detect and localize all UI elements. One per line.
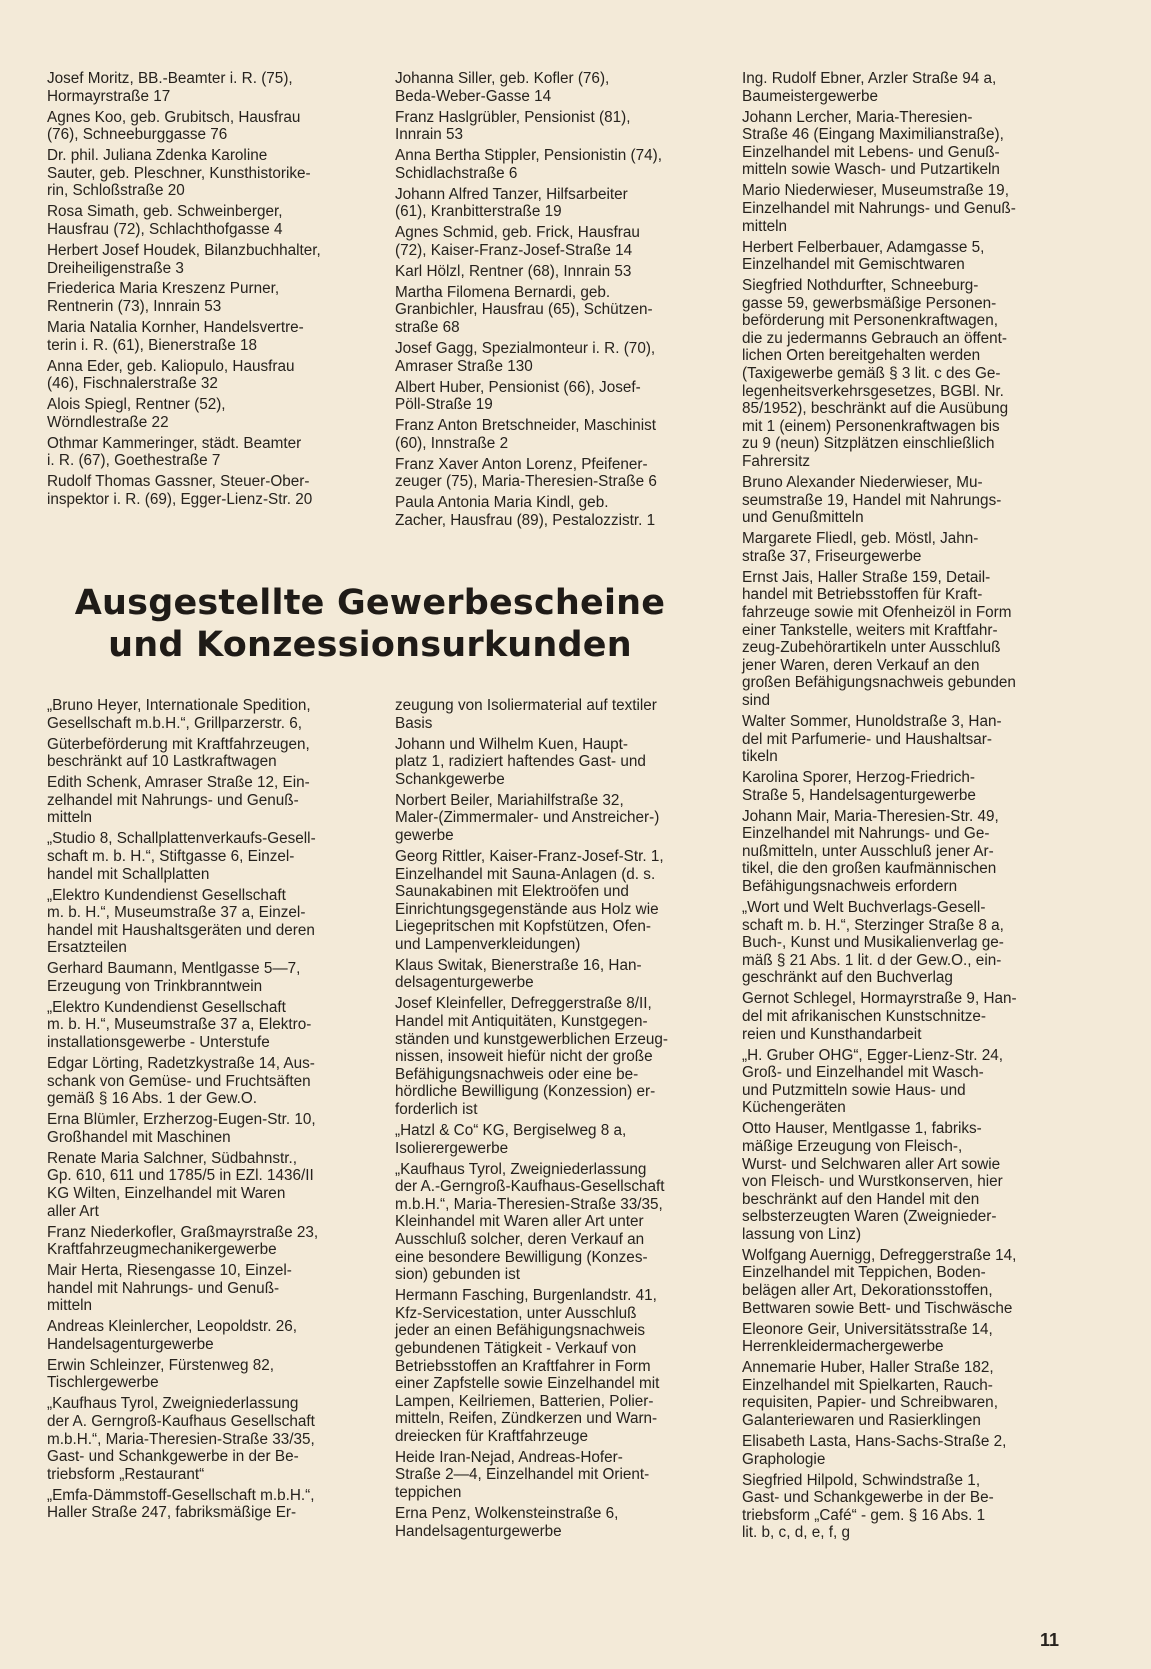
entry: Franz Niederkofler, Graßmayrstraße 23, Kraftfahrzeugmechanikergewerbe bbox=[47, 1223, 319, 1259]
entry: „Studio 8, Schallplattenverkaufs-Gesell- schaft m. b. H.“, Stiftgasse 6, Einzel- handel mit Schallplatten bbox=[47, 830, 316, 883]
entry: Martha Filomena Bernardi, geb. Granbichler, Hausfrau (65), Schützen- straße 68 bbox=[395, 283, 653, 337]
entry: Ing. Rudolf Ebner, Arzler Straße 94 a, Baumeistergewerbe bbox=[742, 70, 997, 105]
entry: „Elektro Kundendienst Gesellschaft m. b. H.“, Museumstraße 37 a, Elektro- installationsgewerbe - Unterstufe bbox=[47, 998, 312, 1052]
obituary-column-middle bbox=[395, 70, 717, 533]
entry: Herbert Josef Houdek, Bilanzbuchhalter, Dreiheiligenstraße 3 bbox=[47, 241, 321, 277]
entry: Franz Haslgrübler, Pensionist (81), Innrain 53 bbox=[395, 108, 631, 144]
entry: Gernot Schlegel, Hormayrstraße 9, Han- del mit afrikanischen Kunstschnitze- reien und Kunsthandarbeit bbox=[742, 990, 1017, 1043]
entry: Anna Bertha Stippler, Pensionistin (74), Schidlachstraße 6 bbox=[395, 147, 663, 182]
entry: Agnes Schmid, geb. Frick, Hausfrau (72), Kaiser-Franz-Josef-Straße 14 bbox=[395, 224, 640, 259]
entry: Johann Mair, Maria-Theresien-Str. 49, Einzelhandel mit Nahrungs- und Ge- nußmitteln, unter Ausschluß jener Ar- tikel, die den großen kaufmännischen Befähigungsnachweis erfordern bbox=[742, 807, 999, 896]
entry: Elisabeth Lasta, Hans-Sachs-Straße 2, Graphologie bbox=[742, 1432, 1007, 1468]
entry: Margarete Fliedl, geb. Möstl, Jahn- straße 37, Friseurgewerbe bbox=[742, 530, 979, 565]
entry: „Elektro Kundendienst Gesellschaft m. b. H.“, Museumstraße 37 a, Einzel- handel mit Haushaltsgeräten und deren Ersatzteilen bbox=[47, 886, 315, 957]
entry: Anna Eder, geb. Kaliopulo, Hausfrau (46), Fischnalerstraße 32 bbox=[47, 357, 295, 393]
entry: Josef Kleinfeller, Defreggerstraße 8/II, Handel mit Antiquitäten, Kunstgegen- ständen und kunstgewerblichen Erzeug- nissen, insoweit hiefür nicht der große Befähigungsnachweis oder eine be- hördliche Bewilligung (Konzession) er- forderlich ist bbox=[395, 995, 668, 1119]
entry: „Emfa-Dämmstoff-Gesellschaft m.b.H.“, Haller Straße 247, fabriksmäßige Er- bbox=[47, 1486, 315, 1522]
section-heading bbox=[60, 582, 680, 666]
entry: Erwin Schleinzer, Fürstenweg 82, Tischlergewerbe bbox=[47, 1356, 275, 1392]
licenses-column-right bbox=[742, 70, 1067, 1545]
entry: Mario Niederwieser, Museumstraße 19, Einzelhandel mit Nahrungs- und Genuß- mitteln bbox=[742, 182, 1016, 235]
entry: Agnes Koo, geb. Grubitsch, Hausfrau (76), Schneeburggasse 76 bbox=[47, 108, 301, 144]
entry: Karolina Sporer, Herzog-Friedrich- Straße 5, Handelsagenturgewerbe bbox=[742, 769, 976, 804]
entry: Erna Blümler, Erzherzog-Eugen-Str. 10, Großhandel mit Maschinen bbox=[47, 1111, 316, 1146]
entry: Othmar Kammeringer, städt. Beamter i. R. (67), Goethestraße 7 bbox=[47, 434, 302, 470]
entry: Franz Xaver Anton Lorenz, Pfeifener- zeuger (75), Maria-Theresien-Straße 6 bbox=[395, 455, 657, 491]
entry: Renate Maria Salchner, Südbahnstr., Gp. 610, 611 und 1785/5 in EZl. 1436/II KG Wilten, Einzelhandel mit Waren aller Art bbox=[47, 1149, 314, 1220]
entry: Karl Hölzl, Rentner (68), Innrain 53 bbox=[395, 262, 632, 280]
entry: Klaus Switak, Bienerstraße 16, Han- delsagenturgewerbe bbox=[395, 956, 642, 992]
entry: „Hatzl & Co“ KG, Bergiselweg 8 a, Isolierergewerbe bbox=[395, 1122, 627, 1157]
entry: Alois Spiegl, Rentner (52), Wörndlestraße 22 bbox=[47, 396, 226, 431]
entry: Herbert Felberbauer, Adamgasse 5, Einzelhandel mit Gemischtwaren bbox=[742, 238, 985, 274]
entry: Johann Lercher, Maria-Theresien- Straße 46 (Eingang Maximilianstraße), Einzelhandel mit Lebens- und Genuß- mitteln sowie Wasch- und Putzartikeln bbox=[742, 108, 1004, 179]
entry: Güterbeförderung mit Kraftfahrzeugen, beschränkt auf 10 Lastkraftwagen bbox=[47, 735, 310, 771]
entry: Siegfried Hilpold, Schwindstraße 1, Gast- und Schankgewerbe in der Be- triebsform „Café“ - gem. § 16 Abs. 1 lit. b, c, d, e, f, g bbox=[742, 1471, 994, 1542]
entry: Maria Natalia Kornher, Handelsvertre- terin i. R. (61), Bienerstraße 18 bbox=[47, 319, 304, 354]
entry: Johann Alfred Tanzer, Hilfsarbeiter (61), Kranbitterstraße 19 bbox=[395, 185, 628, 221]
entry: Friederica Maria Kreszenz Purner, Rentnerin (73), Innrain 53 bbox=[47, 280, 280, 316]
entry: Dr. phil. Juliana Zdenka Karoline Sauter, geb. Pleschner, Kunsthistorike- rin, Schloßstraße 20 bbox=[47, 147, 311, 200]
entry: Erna Penz, Wolkensteinstraße 6, Handelsagenturgewerbe bbox=[395, 1505, 619, 1540]
entry: Paula Antonia Maria Kindl, geb. Zacher, Hausfrau (89), Pestalozzistr. 1 bbox=[395, 494, 656, 529]
page-number: 11 bbox=[1040, 1630, 1060, 1650]
entry: Johanna Siller, geb. Kofler (76), Beda-Weber-Gasse 14 bbox=[395, 70, 610, 105]
entry: Eleonore Geir, Universitätsstraße 14, Herrenkleidermachergewerbe bbox=[742, 1320, 993, 1356]
entry: Heide Iran-Nejad, Andreas-Hofer- Straße 2—4, Einzelhandel mit Orient- teppichen bbox=[395, 1448, 650, 1502]
entry: Albert Huber, Pensionist (66), Josef- Pöll-Straße 19 bbox=[395, 378, 641, 414]
entry: Norbert Beiler, Mariahilfstraße 32, Maler-(Zimmermaler- und Anstreicher-) gewerbe bbox=[395, 791, 660, 844]
entry: „Bruno Heyer, Internationale Spedition, Gesellschaft m.b.H.“, Grillparzerstr. 6, bbox=[47, 697, 311, 732]
entry: „H. Gruber OHG“, Egger-Lienz-Str. 24, Groß- und Einzelhandel mit Wasch- und Putzmitteln sowie Haus- und Küchengeräten bbox=[742, 1046, 1003, 1117]
obituary-column-left bbox=[47, 70, 365, 512]
entry: Gerhard Baumann, Mentlgasse 5—7, Erzeugung von Trinkbranntwein bbox=[47, 960, 301, 995]
entry: Annemarie Huber, Haller Straße 182, Einzelhandel mit Spielkarten, Rauch- requisiten, Papier- und Schreibwaren, Galanteriewaren und Rasierklingen bbox=[742, 1359, 998, 1429]
entry: Georg Rittler, Kaiser-Franz-Josef-Str. 1, Einzelhandel mit Sauna-Anlagen (d. s. Saunakabinen mit Elektroöfen und Einrichtungsgegenstände aus Holz wie Liegepritschen mit Kopfstützen, Ofen- und Lampenverkleidungen) bbox=[395, 847, 664, 953]
entry: Ernst Jais, Haller Straße 159, Detail- handel mit Betriebsstoffen für Kraft- fahrzeuge sowie mit Ofenheizöl in Form einer Tankstelle, weiters mit Kraftfahr- zeug-Zubehörartikeln unter Ausschluß jener Waren, deren Verkauf an den großen Befähigungsnachweis gebunden sind bbox=[742, 568, 1016, 709]
section-heading-line2: und Konzessionsurkunden bbox=[108, 625, 632, 665]
entry: „Kaufhaus Tyrol, Zweigniederlassung der A. Gerngroß-Kaufhaus Gesellschaft m.b.H.“, Maria-Theresien-Straße 33/35, Gast- und Schankgewerbe in der Be- triebsform „Restaurant“ bbox=[47, 1395, 315, 1483]
entry: Edith Schenk, Amraser Straße 12, Ein- zelhandel mit Nahrungs- und Genuß- mitteln bbox=[47, 774, 310, 827]
entry: Andreas Kleinlercher, Leopoldstr. 26, Handelsagenturgewerbe bbox=[47, 1318, 298, 1353]
entry: „Kaufhaus Tyrol, Zweigniederlassung der A.-Gerngroß-Kaufhaus-Gesellschaft m.b.H.“, Maria-Theresien-Straße 33/35, Kleinhandel mit Waren aller Art unter Ausschluß solcher, deren Verkauf an eine besondere Bewilligung (Konzes- sion) gebunden ist bbox=[395, 1160, 665, 1284]
entry: Mair Herta, Riesengasse 10, Einzel- handel mit Nahrungs- und Genuß- mitteln bbox=[47, 1262, 292, 1315]
entry: Rudolf Thomas Gassner, Steuer-Ober- inspektor i. R. (69), Egger-Lienz-Str. 20 bbox=[47, 473, 313, 508]
licenses-column-left bbox=[47, 697, 365, 1525]
entry: Walter Sommer, Hunoldstraße 3, Han- del mit Parfumerie- und Haushaltsar- tikeln bbox=[742, 712, 1002, 766]
entry: Josef Gagg, Spezialmonteur i. R. (70), Amraser Straße 130 bbox=[395, 340, 656, 375]
entry: Franz Anton Bretschneider, Maschinist (60), Innstraße 2 bbox=[395, 417, 657, 452]
entry: Josef Moritz, BB.-Beamter i. R. (75), Hormayrstraße 17 bbox=[47, 70, 293, 105]
entry: Siegfried Nothdurfter, Schneeburg- gasse 59, gewerbsmäßige Personen- beförderung mit Personenkraftwagen, die zu jedermanns Gebrauch an öffent- lichen Orten bereitgehalten werden (Taxigewerbe gemäß § 3 lit. c des Ge- legenheitsverkehrsgesetzes, BGBl. Nr. 85/1952), beschränkt auf die Ausübung mit 1 (einem) Personenkraftwagen bis zu 9 (neun) Sitzplätzen einschließlich Fahrersitz bbox=[742, 277, 1009, 471]
entry: Wolfgang Auernigg, Defreggerstraße 14, Einzelhandel mit Teppichen, Boden- belägen aller Art, Dekorationsstoffen, Bettwaren sowie Bett- und Tischwäsche bbox=[742, 1246, 1017, 1317]
licenses-column-middle bbox=[395, 697, 717, 1544]
entry: „Wort und Welt Buchverlags-Gesell- schaft m. b. H.“, Sterzinger Straße 8 a, Buch-, Kunst und Musikalienverlag ge- mäß § 21 Abs. 1 lit. d der Gew.O., ein- geschränkt auf den Buchverlag bbox=[742, 899, 1004, 987]
entry: zeugung von Isoliermaterial auf textiler Basis bbox=[395, 697, 657, 732]
entry: Edgar Lörting, Radetzkystraße 14, Aus- schank von Gemüse- und Fruchtsäften gemäß § 16 Abs. 1 der Gew.O. bbox=[47, 1055, 315, 1108]
entry: Otto Hauser, Mentlgasse 1, fabriks- mäßige Erzeugung von Fleisch-, Wurst- und Selchwaren aller Art sowie von Fleisch- und Wurstkonserven, hier beschränkt auf den Handel mit den selbsterzeugten Waren (Zweignieder- lassung von Linz) bbox=[742, 1120, 1003, 1243]
section-heading-line1: Ausgestellte Gewerbescheine bbox=[74, 583, 666, 623]
entry: Hermann Fasching, Burgenlandstr. 41, Kfz-Servicestation, unter Ausschluß jeder an einen Befähigungsnachweis gebundenen Tätigkeit - Verkauf von Betriebsstoffen an Kraftfahrer in Form einer Zapfstelle sowie Einzelhandel mit Lampen, Keilriemen, Batterien, Polier- mitteln, Reifen, Zündkerzen und Warn- dreiecken für Kraftfahrzeuge bbox=[395, 1287, 660, 1445]
entry: Bruno Alexander Niederwieser, Mu- seumstraße 19, Handel mit Nahrungs- und Genußmitteln bbox=[742, 474, 1002, 527]
entry: Johann und Wilhelm Kuen, Haupt- platz 1, radiziert haftendes Gast- und Schankgewerbe bbox=[395, 735, 646, 788]
entry: Rosa Simath, geb. Schweinberger, Hausfrau (72), Schlachthofgasse 4 bbox=[47, 203, 283, 238]
